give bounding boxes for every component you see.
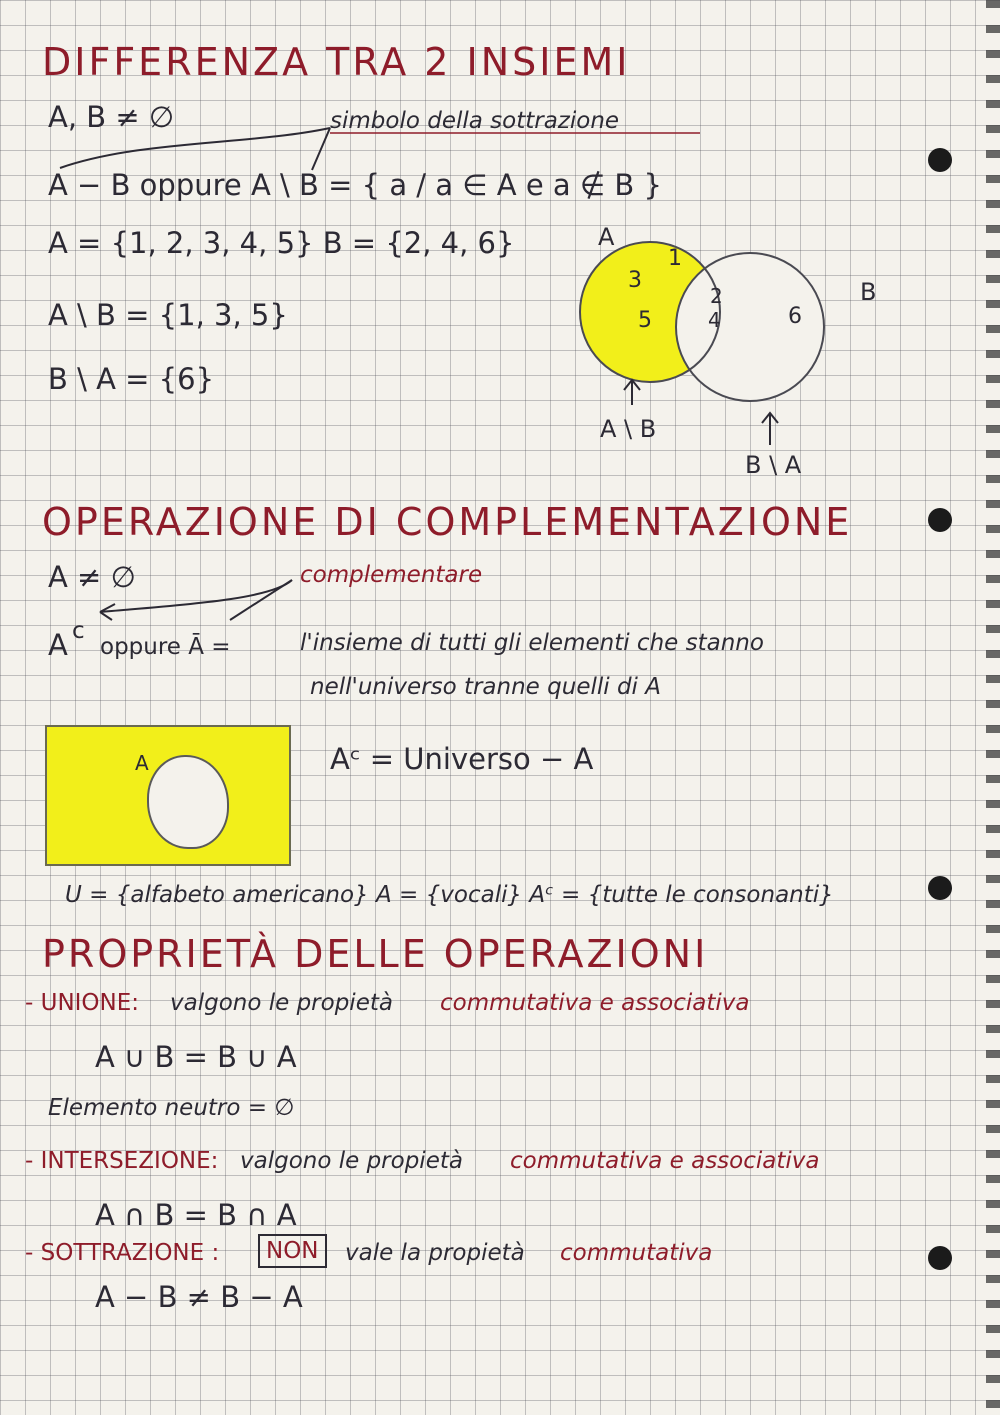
complement-example: U = {alfabeto americano} A = {vocali} Aᶜ = {tutte le consonanti} xyxy=(65,882,834,908)
subtraction-formula: A − B ≠ B − A xyxy=(95,1280,303,1314)
subtraction-text: vale la propietà xyxy=(345,1240,525,1266)
union-text: valgono le propietà xyxy=(170,990,393,1016)
complement-symbol-a: A xyxy=(48,628,68,662)
element-5: 5 xyxy=(638,308,652,333)
venn-label-b: B xyxy=(860,278,877,306)
element-1: 1 xyxy=(668,246,682,271)
a-minus-b-result: A \ B = {1, 3, 5} xyxy=(48,298,288,332)
b-minus-a-result: B \ A = {6} xyxy=(48,362,215,396)
universe-box xyxy=(45,725,291,866)
difference-definition: A − B oppure A \ B = { a / a ∈ A e a ∉ B } xyxy=(48,168,662,202)
subtraction-non-box: NON xyxy=(258,1234,327,1268)
box-label-a: A xyxy=(135,751,149,775)
sets-example: A = {1, 2, 3, 4, 5} B = {2, 4, 6} xyxy=(48,226,515,260)
intersection-formula: A ∩ B = B ∩ A xyxy=(95,1198,297,1232)
subtraction-property: commutativa xyxy=(560,1240,713,1266)
intersection-heading: - INTERSEZIONE: xyxy=(25,1148,219,1174)
neutral-element: Elemento neutro = ∅ xyxy=(48,1095,295,1121)
intersection-properties: commutativa e associativa xyxy=(510,1148,820,1174)
section-title-properties: PROPRIETÀ DELLE OPERAZIONI xyxy=(42,932,709,976)
arrow-label-b-minus-a: B \ A xyxy=(745,451,802,479)
section-title-complement: OPERAZIONE DI COMPLEMENTAZIONE xyxy=(42,500,853,544)
complement-note: complementare xyxy=(300,562,483,588)
complement-definition-line1: l'insieme di tutti gli elementi che stanno xyxy=(300,630,764,656)
element-3: 3 xyxy=(628,268,642,293)
complement-definition-line2: nell'universo tranne quelli di A xyxy=(310,674,661,700)
section-title-difference: DIFFERENZA TRA 2 INSIEMI xyxy=(42,40,631,84)
element-6: 6 xyxy=(788,304,802,329)
complement-formula: Aᶜ = Universo − A xyxy=(330,742,594,776)
nonempty-condition: A, B ≠ ∅ xyxy=(48,100,175,134)
subtraction-symbol-note: simbolo della sottrazione xyxy=(330,108,620,134)
union-properties: commutativa e associativa xyxy=(440,990,750,1016)
complement-superscript: c xyxy=(72,618,85,644)
union-formula: A ∪ B = B ∪ A xyxy=(95,1040,297,1074)
set-a-blob xyxy=(147,755,229,849)
venn-label-a: A xyxy=(598,223,615,251)
union-heading: - UNIONE: xyxy=(25,990,140,1016)
complement-oppure: oppure Ā = xyxy=(100,634,231,660)
venn-diagram xyxy=(570,215,900,485)
intersection-text: valgono le propietà xyxy=(240,1148,463,1174)
element-2: 2 xyxy=(710,284,723,308)
element-4: 4 xyxy=(708,308,721,332)
subtraction-heading: - SOTTRAZIONE : xyxy=(25,1240,220,1266)
complement-condition: A ≠ ∅ xyxy=(48,560,136,594)
arrow-label-a-minus-b: A \ B xyxy=(600,415,657,443)
